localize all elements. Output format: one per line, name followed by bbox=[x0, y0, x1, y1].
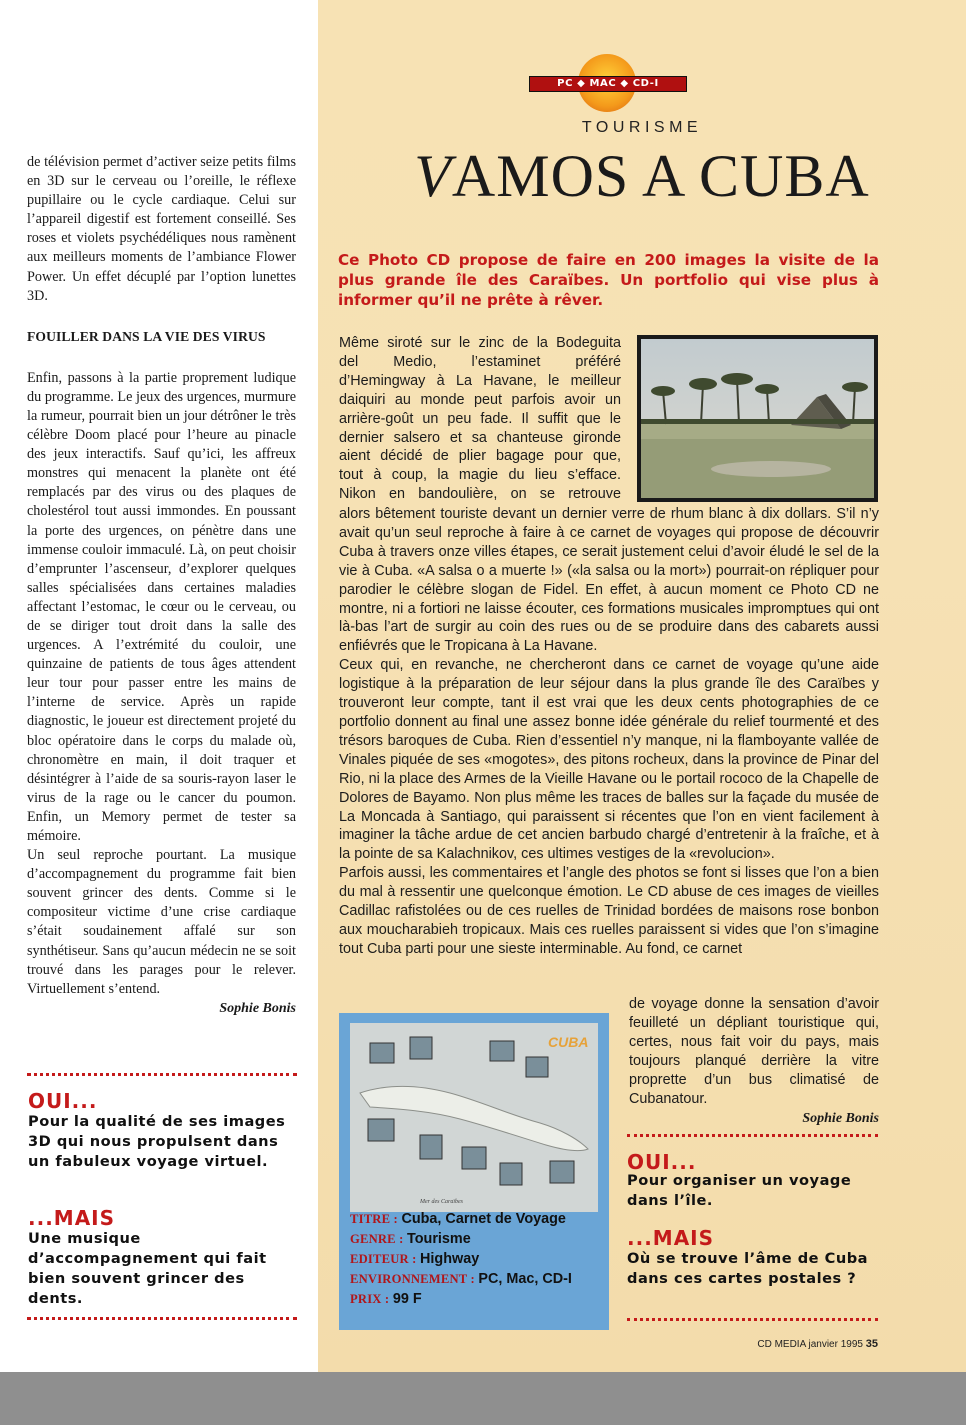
wrap-line: arrière-goût un peu fade. Il suffit que le bbox=[339, 410, 621, 427]
author-signature: Sophie Bonis bbox=[802, 1111, 879, 1127]
verdict-oui-title: OUI... bbox=[28, 1089, 98, 1113]
spec-key: PRIX : bbox=[350, 1292, 390, 1306]
wrap-text-block bbox=[339, 334, 621, 504]
article-title bbox=[318, 140, 966, 212]
spec-key: EDITEUR : bbox=[350, 1252, 417, 1266]
wrap-line: daiquiri au monde peut parfois avoir un bbox=[339, 391, 621, 408]
article-lead: Ce Photo CD propose de faire en 200 images la visite de la plus grande île des Caraïbes. Un portfolio qui vise plus à informer qu’il ne prête à rêver. bbox=[338, 251, 879, 309]
dotted-divider bbox=[627, 1134, 878, 1137]
verdict-oui-text: Pour la qualité de ses images 3D qui nous propulsent dans un fabuleux voyage virtuel. bbox=[28, 1113, 286, 1170]
article-body-end bbox=[629, 995, 879, 1127]
map-caption: Mer des Caraïbes bbox=[420, 1199, 463, 1205]
photo-frame bbox=[637, 335, 878, 502]
spec-value: Cuba, Carnet de Voyage bbox=[401, 1211, 566, 1227]
verdict-oui-text: Pour organiser un voyage dans l’île. bbox=[627, 1172, 852, 1209]
footer-date: janvier 1995 bbox=[808, 1339, 863, 1350]
dotted-divider bbox=[27, 1073, 297, 1076]
spec-value: Tourisme bbox=[407, 1231, 471, 1247]
body-paragraph: de voyage donne la sensation d’avoir feuilleté un dépliant touristique qui, certes, nous fait voir du pays, mais toujours planqué derrière la vitre proprette d’un bus climatisé de Cubanatour. bbox=[629, 996, 879, 1107]
wrap-line: d’Hemingway à La Havane, le meilleur bbox=[339, 372, 621, 389]
wrap-line: Nikon en bandoulière, on se retrouve bbox=[339, 486, 621, 503]
verdict-mais-text: Où se trouve l’âme de Cuba dans ces cartes postales ? bbox=[627, 1250, 869, 1287]
body-paragraph: alors bêtement touriste devant un dernier verre de rhum blanc à dix dollars. S’il n’y avait qu’un seul reproche à faire à ce carnet de voyages qui propose de découvrir Cuba à travers onze villes étapes, ce serait justement celui d’avoir éludé le sel de la vie à Cuba. «A salsa o a muerte !» («la salsa ou la mort») pourrait-on répliquer pour parodier le célèbre slogan de Fidel. En effet, à aucun moment ce Photo CD ne montre, ni a fortiori ne laisse écouter, ces formations musicales impromptues qui ont là-bas l’art de surgir au coin des rues ou de se produire dans des cabarets aussi enfiévrés que le Tropicana à La Havane. bbox=[339, 506, 879, 655]
spec-row bbox=[350, 1289, 602, 1310]
spec-value: PC, Mac, CD-I bbox=[478, 1271, 572, 1287]
author-signature: Sophie Bonis bbox=[219, 1000, 296, 1016]
page-footer bbox=[733, 1338, 878, 1350]
spec-value: Highway bbox=[420, 1251, 480, 1267]
article-body bbox=[339, 505, 879, 959]
body-paragraph: Ceux qui, en revanche, ne chercheront dans ce carnet de voyage qu’une aide logistique à la préparation de leur séjour dans la plus grande île des Caraïbes y trouveront leur compte, tant il est vrai que les deux cents photographies de ce portfolio donnent au final une assez bonne idée générale du relief tourmenté et des trésors baroques de Cuba. Rien d’essentiel n’y manque, ni la flamboyante vallée de Vinales piquée de ses «mogotes», des pitons rocheux, dans la province de Pinar del Rio, ni la place des Armes de la Vieille Havane ou le portail rococo de la Chapelle de Dolores de Bayamo. Non plus même les traces de balles sur la façade du musée de La Moncada à Santiago, qui paraissent si récentes que l’on en vient facilement à imaginer la tâche ardue de cet ancien barbudo chargé d’entretenir à la fraîche, et à la pointe de sa Kalachnikov, ces ultimes vestiges de la «revolucion». bbox=[339, 657, 879, 863]
left-column bbox=[27, 153, 296, 1017]
map-card bbox=[350, 1023, 598, 1212]
title-rest: AMOS A CUBA bbox=[451, 143, 870, 209]
intro-paragraph: de télévision permet d’activer seize petits films en 3D sur le cerveau ou l’oreille, le réflexe pupillaire ou le cycle cardiaque. Celui sur l’appareil digestif est fortement conseillé. Ses roses et violets psychédéliques nous ramènent aux meilleurs moments de l’ambiance Flower Power. Un effet décuplé par l’option lunettes 3D. bbox=[27, 154, 296, 304]
page-number: 35 bbox=[865, 1338, 878, 1350]
spec-key: TITRE : bbox=[350, 1212, 398, 1226]
verdict-mais-text: Une musique d’accompagnement qui fait bien souvent grincer des dents. bbox=[28, 1230, 267, 1307]
map-label: CUBA bbox=[548, 1034, 589, 1050]
body-paragraph: Enfin, passons à la partie proprement ludique du programme. Le jeux des urgences, murmure la rumeur, pourrait bien un jour détrôner le très célèbre Doom placé pour l’heure au pinacle des jeux interactifs. Sauf qu’ici, les affreux monstres qui menacent la planète ont été remplacés par des virus ou des plaques de cholestérol tout aussi immondes. En poussant la porte des urgences, on pénètre dans une immense couloir immaculé. Là, on peut choisir d’emprunter l’ascenseur, d’explorer quelques salles spécialisées dans certaines maladies affectant l’estomac, le cœur ou le cerveau, ou de se diriger tout droit dans la salle des urgences. A l’extrémité du couloir, une quinzaine de patients de tous âges attendent leur tour pour passer entre les mains de l’interne de service. Après un rapide diagnostic, le joueur est directement projeté du bloc opératoire dans le corps du malade où, chronomètre en main, il doit traquer et désintégrer à l’aide de sa souris-rayon laser le virus de la rage ou le cancer du poumon. Enfin, un Memory permet de tester sa mémoire. bbox=[27, 369, 296, 844]
spec-row bbox=[350, 1209, 602, 1230]
spec-row bbox=[350, 1249, 602, 1270]
wrap-line: tout à coup, la magie du lieu s’efface. bbox=[339, 467, 621, 484]
body-paragraph: Parfois aussi, les commentaires et l’angle des photos se font si lisses que l’on a bien du mal à ressentir une quelconque émotion. Le CD abuse de ces images de vieilles Cadillac rafistolées ou de ces ruelles de Trinidad bordées de maisons rose bonbon aux moucharabieh tropicaux. Mais ces ruelles paraissent si vides que l’on s’imagine tout Cuba parti pour une sieste interminable. Au fond, ce carnet bbox=[339, 865, 879, 957]
section-heading: FOUILLER DANS LA VIE DES VIRUS bbox=[27, 328, 266, 344]
spec-value: 99 F bbox=[392, 1291, 422, 1307]
info-box bbox=[339, 1013, 609, 1330]
spec-key: GENRE : bbox=[350, 1232, 404, 1246]
dotted-divider bbox=[27, 1317, 297, 1320]
spec-key: ENVIRONNEMENT : bbox=[350, 1272, 475, 1286]
wrap-line: Même siroté sur le zinc de la Bodeguita bbox=[339, 335, 621, 351]
wrap-line: dernier salsero et sa chanteuse gironde bbox=[339, 429, 621, 446]
dotted-divider bbox=[627, 1318, 878, 1321]
landscape-photo bbox=[641, 339, 874, 498]
verdict-mais-title: ...MAIS bbox=[28, 1206, 116, 1230]
wrap-line: aient décidé de plier bagage pour que, bbox=[339, 448, 621, 465]
platform-label: PC ◆ MAC ◆ CD-I bbox=[529, 76, 687, 92]
footer-magazine: CD MEDIA bbox=[757, 1339, 806, 1350]
wrap-line: del Medio, l’estaminet préféré bbox=[339, 353, 621, 370]
rubric-label: TOURISME bbox=[581, 119, 703, 136]
verdict-mais-title: ...MAIS bbox=[627, 1226, 715, 1250]
platform-badge bbox=[529, 56, 687, 100]
title-initial: V bbox=[414, 143, 452, 209]
body-paragraph: Un seul reproche pourtant. La musique d’accompagnement du programme fait bien souvent grincer des dents. Comme si le compositeur victime d’une crise cardiaque s’était soudainement affalé sur son synthétiseur. Sans qu’aucun médecin ne se soit trouvé dans les parages pour le relever. Virtuellement s’entend. bbox=[27, 847, 296, 997]
scan-bottom-strip bbox=[0, 1372, 966, 1425]
spec-row bbox=[350, 1229, 602, 1250]
verdict-oui-title: OUI... bbox=[627, 1150, 697, 1174]
spec-row bbox=[350, 1269, 602, 1290]
